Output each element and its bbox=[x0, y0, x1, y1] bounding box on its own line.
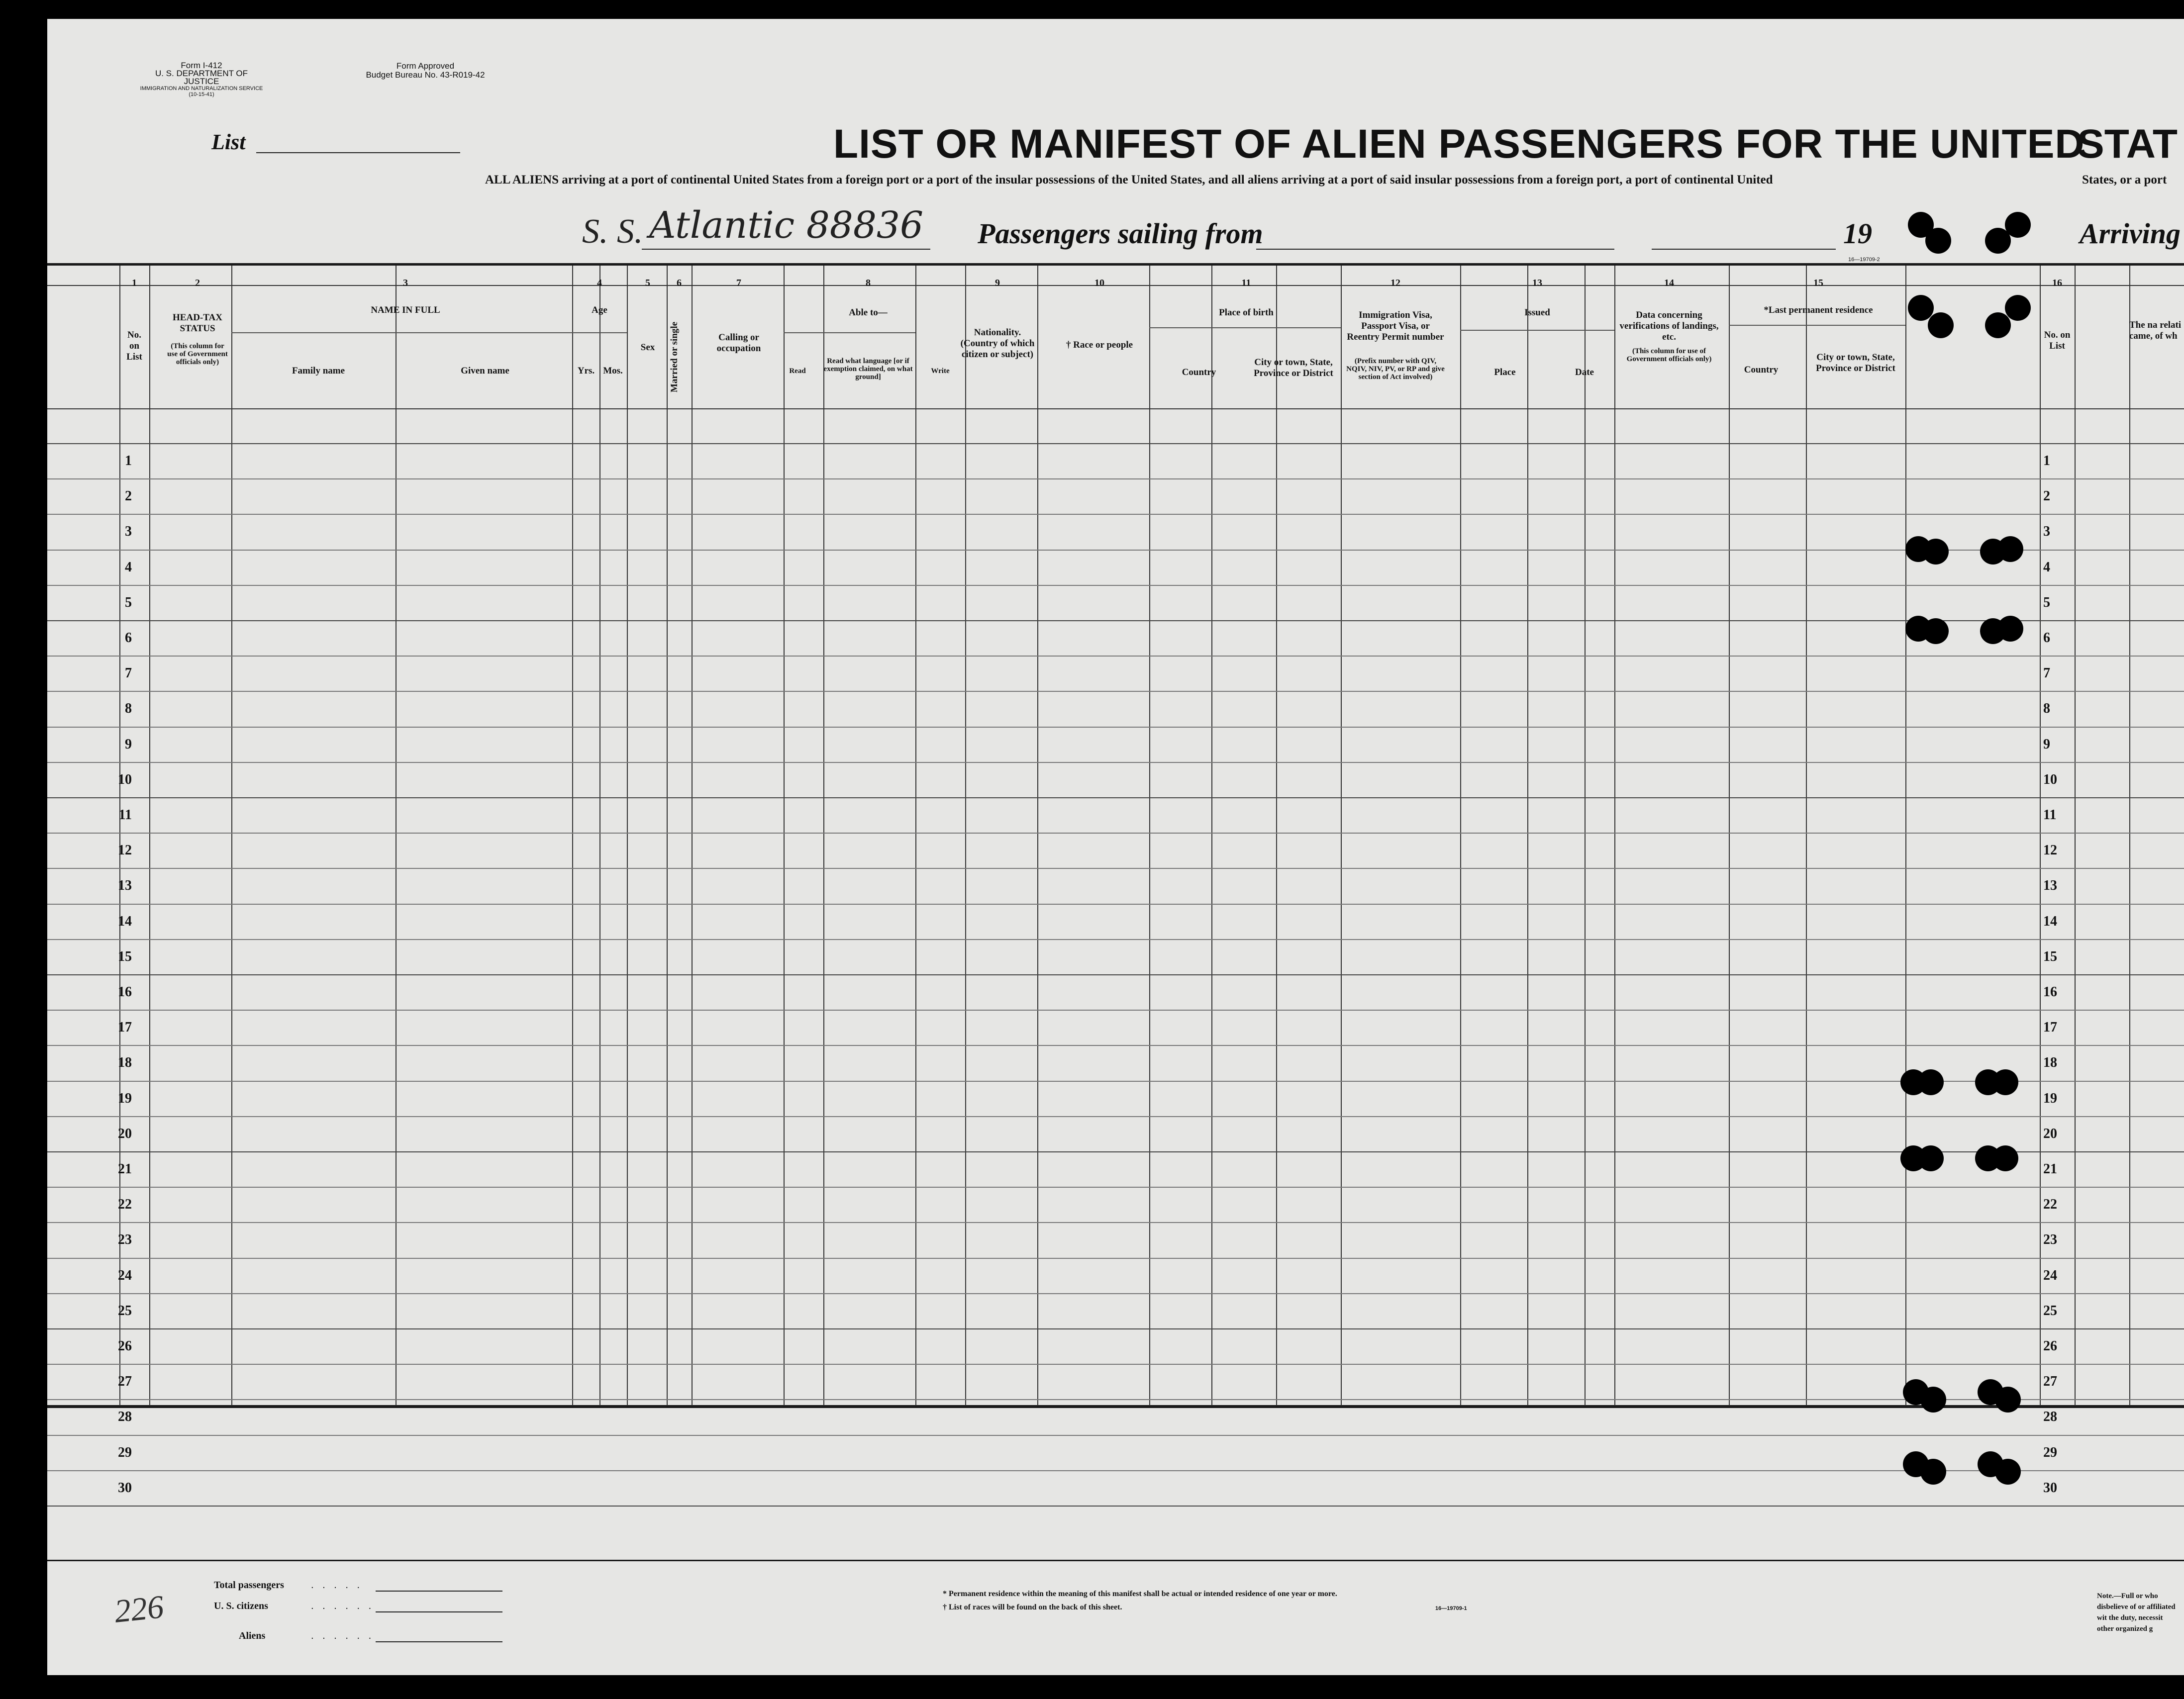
hdr-read-language: Read what language [or if exemption claimed, on what ground] bbox=[823, 357, 913, 381]
grid-vline bbox=[1806, 266, 1807, 1406]
row-rule bbox=[47, 1151, 2184, 1152]
grid-vline bbox=[692, 266, 693, 1406]
hdr-given-name: Given name bbox=[461, 366, 509, 376]
row-number-right: 17 bbox=[2043, 1020, 2057, 1035]
row-rule bbox=[47, 1364, 2184, 1365]
row-rule bbox=[47, 1293, 2184, 1294]
instructions-line-cont: States, or a port bbox=[2082, 173, 2167, 187]
col-number-3: 3 bbox=[403, 278, 408, 288]
table-bottom-border bbox=[47, 1405, 2184, 1408]
punch-hole bbox=[1923, 618, 1949, 644]
col-number-16: 16 bbox=[2052, 278, 2062, 288]
row-rule bbox=[47, 1470, 2184, 1471]
col-number-12: 12 bbox=[1390, 278, 1400, 288]
header-subdivider bbox=[1149, 327, 1341, 328]
hdr-city-town2: City or town, State, Province or District bbox=[1816, 352, 1895, 374]
row-number: 24 bbox=[118, 1268, 132, 1283]
list-underline bbox=[256, 152, 460, 153]
punch-hole bbox=[1995, 1459, 2021, 1485]
note-residence: * Permanent residence within the meaning of this manifest shall be actual or intended residence of one year or more. bbox=[943, 1590, 1337, 1598]
row-rule bbox=[47, 443, 2184, 444]
row-number: 5 bbox=[125, 595, 132, 610]
punch-hole bbox=[2005, 295, 2031, 321]
grid-vline bbox=[572, 266, 573, 1406]
row-rule bbox=[47, 833, 2184, 834]
grid-vline bbox=[1211, 266, 1212, 1406]
row-number: 11 bbox=[118, 807, 132, 823]
hdr-col16-partial: The na relati came, of wh bbox=[2129, 320, 2182, 341]
row-rule bbox=[47, 1222, 2184, 1223]
hdr-read: Read bbox=[789, 367, 806, 375]
row-rule bbox=[47, 478, 2184, 479]
row-number-right: 26 bbox=[2043, 1338, 2057, 1354]
col-number-6: 6 bbox=[677, 278, 682, 288]
row-number: 13 bbox=[118, 878, 132, 893]
grid-vline bbox=[1276, 266, 1277, 1406]
hdr-sex: Sex bbox=[640, 342, 655, 353]
row-rule bbox=[47, 620, 2184, 621]
grid-vline bbox=[1905, 266, 1906, 1406]
row-number-right: 19 bbox=[2043, 1091, 2057, 1106]
row-number-right: 13 bbox=[2043, 878, 2057, 893]
row-number: 25 bbox=[118, 1303, 132, 1319]
header-rule bbox=[47, 408, 2184, 409]
row-number-right: 10 bbox=[2043, 772, 2057, 787]
row-rule bbox=[47, 797, 2184, 798]
punch-hole bbox=[1992, 1145, 2018, 1171]
grid-vline bbox=[2040, 266, 2041, 1406]
row-number-right: 27 bbox=[2043, 1374, 2057, 1389]
row-rule bbox=[47, 1187, 2184, 1188]
page-title: LIST OR MANIFEST OF ALIEN PASSENGERS FOR THE UNITED bbox=[833, 121, 2085, 167]
header-subdivider bbox=[572, 332, 627, 333]
punch-hole bbox=[1908, 295, 1934, 321]
row-number-right: 21 bbox=[2043, 1161, 2057, 1177]
row-number: 30 bbox=[118, 1480, 132, 1496]
row-rule bbox=[47, 939, 2184, 940]
punch-hole bbox=[1923, 539, 1949, 565]
punch-hole bbox=[1918, 1069, 1944, 1095]
row-number: 27 bbox=[118, 1374, 132, 1389]
hdr-no-on-list2: No. on List bbox=[2044, 330, 2071, 351]
approval-block bbox=[351, 62, 500, 80]
total-passengers-line bbox=[376, 1591, 502, 1592]
hdr-able-to: Able to— bbox=[849, 307, 888, 318]
budget-bureau: Budget Bureau No. 43-R019-42 bbox=[366, 70, 485, 80]
col-number-7: 7 bbox=[736, 278, 741, 288]
row-number: 18 bbox=[118, 1055, 132, 1070]
col-number-8: 8 bbox=[866, 278, 871, 288]
row-number-right: 3 bbox=[2043, 524, 2050, 539]
punch-hole bbox=[2005, 212, 2031, 238]
hdr-issued: Issued bbox=[1524, 307, 1550, 318]
punch-hole bbox=[1997, 536, 2023, 562]
col-number-9: 9 bbox=[995, 278, 1000, 288]
row-number: 7 bbox=[125, 665, 132, 681]
row-number: 15 bbox=[118, 949, 132, 964]
grid-vline bbox=[2075, 266, 2076, 1406]
hdr-landings-note: (This column for use of Government officials only) bbox=[1626, 347, 1712, 363]
grid-vline bbox=[1149, 266, 1150, 1406]
row-number-right: 2 bbox=[2043, 488, 2050, 504]
row-number: 2 bbox=[125, 488, 132, 504]
hdr-head-tax-note: (This column for use of Government officials only) bbox=[167, 342, 228, 366]
punch-hole bbox=[1995, 1387, 2021, 1413]
row-number-right: 12 bbox=[2043, 843, 2057, 858]
row-number-right: 28 bbox=[2043, 1409, 2057, 1424]
row-number-right: 7 bbox=[2043, 665, 2050, 681]
hdr-landings: Data concerning verifications of landings, etc. bbox=[1619, 310, 1719, 342]
grid-vline bbox=[1037, 266, 1038, 1406]
hdr-country2: Country bbox=[1744, 365, 1779, 375]
hdr-date: Date bbox=[1575, 367, 1594, 378]
row-number: 20 bbox=[118, 1126, 132, 1141]
row-number-right: 16 bbox=[2043, 984, 2057, 1000]
row-number: 19 bbox=[118, 1091, 132, 1106]
row-number: 3 bbox=[125, 524, 132, 539]
hdr-married: Married or single bbox=[669, 321, 680, 393]
header-rule bbox=[47, 285, 2184, 286]
us-citizens-line bbox=[376, 1611, 502, 1612]
row-rule bbox=[47, 691, 2184, 692]
punch-hole bbox=[1925, 228, 1951, 254]
hdr-no-on-list: No. on List bbox=[126, 330, 142, 362]
row-rule bbox=[47, 1258, 2184, 1259]
footer-print-code: 16—19709-1 bbox=[1435, 1605, 1467, 1611]
row-rule bbox=[47, 1081, 2184, 1082]
hdr-family-name: Family name bbox=[292, 366, 345, 376]
row-number-right: 22 bbox=[2043, 1197, 2057, 1212]
row-number-right: 11 bbox=[2043, 807, 2057, 823]
row-rule bbox=[47, 656, 2184, 657]
grid-vline bbox=[784, 266, 785, 1406]
row-rule bbox=[47, 727, 2184, 728]
total-passengers-label: Total passengers bbox=[214, 1580, 284, 1591]
row-number-right: 30 bbox=[2043, 1480, 2057, 1496]
grid-vline bbox=[667, 266, 668, 1406]
row-number-right: 14 bbox=[2043, 914, 2057, 929]
grid-vline bbox=[1527, 266, 1528, 1406]
header-subdivider bbox=[784, 332, 915, 333]
ship-underline bbox=[642, 249, 930, 250]
hdr-nationality: Nationality. (Country of which citizen or subject) bbox=[960, 327, 1035, 360]
row-rule bbox=[47, 762, 2184, 763]
row-rule bbox=[47, 904, 2184, 905]
footer-bottom-border bbox=[47, 1560, 2184, 1561]
year-prefix: 19 bbox=[1843, 217, 1872, 250]
grid-vline bbox=[599, 266, 600, 1406]
aliens-label: Aliens bbox=[239, 1630, 266, 1641]
grid-vline bbox=[965, 266, 966, 1406]
row-rule bbox=[47, 1399, 2184, 1400]
row-number: 4 bbox=[125, 560, 132, 575]
date-underline bbox=[1652, 249, 1836, 250]
row-number: 17 bbox=[118, 1020, 132, 1035]
row-number: 28 bbox=[118, 1409, 132, 1424]
row-number: 14 bbox=[118, 914, 132, 929]
col-number-2: 2 bbox=[195, 278, 200, 288]
col-number-14: 14 bbox=[1664, 278, 1674, 288]
us-citizens-label: U. S. citizens bbox=[214, 1601, 268, 1611]
punch-hole bbox=[1920, 1387, 1946, 1413]
hdr-race: † Race or people bbox=[1066, 340, 1133, 350]
grid-vline bbox=[915, 266, 916, 1406]
form-id: Form I-412 bbox=[181, 61, 222, 70]
row-rule bbox=[47, 868, 2184, 869]
row-number-right: 29 bbox=[2043, 1445, 2057, 1460]
row-number: 12 bbox=[118, 843, 132, 858]
grid-vline bbox=[1729, 266, 1730, 1406]
row-number-right: 24 bbox=[2043, 1268, 2057, 1283]
row-number: 21 bbox=[118, 1161, 132, 1177]
hdr-name-in-full: NAME IN FULL bbox=[371, 305, 440, 315]
row-rule bbox=[47, 1045, 2184, 1046]
hdr-yrs: Yrs. bbox=[577, 366, 595, 376]
service: IMMIGRATION AND NATURALIZATION SERVICE bbox=[140, 86, 263, 92]
row-number-right: 9 bbox=[2043, 737, 2050, 752]
note-races: † List of races will be found on the back of this sheet. bbox=[943, 1603, 1122, 1611]
row-rule bbox=[47, 1116, 2184, 1117]
punch-hole bbox=[1928, 312, 1954, 338]
ss-label: S. S. bbox=[582, 212, 643, 251]
row-number-right: 25 bbox=[2043, 1303, 2057, 1319]
port-underline bbox=[1256, 249, 1614, 250]
row-rule bbox=[47, 1506, 2184, 1507]
hdr-last-residence: *Last permanent residence bbox=[1764, 305, 1873, 315]
row-number-right: 23 bbox=[2043, 1232, 2057, 1247]
row-rule bbox=[47, 1010, 2184, 1011]
col-number-11: 11 bbox=[1241, 278, 1251, 288]
row-rule bbox=[47, 585, 2184, 586]
sailing-from-label: Passengers sailing from bbox=[978, 217, 1263, 250]
grid-vline bbox=[1585, 266, 1586, 1406]
row-number: 22 bbox=[118, 1197, 132, 1212]
row-number-right: 5 bbox=[2043, 595, 2050, 610]
col-number-10: 10 bbox=[1094, 278, 1104, 288]
row-number: 10 bbox=[118, 772, 132, 787]
punch-hole bbox=[1997, 616, 2023, 642]
ship-name-handwritten: Atlantic 88836 bbox=[649, 204, 924, 247]
col-number-1: 1 bbox=[132, 278, 137, 288]
row-number-right: 20 bbox=[2043, 1126, 2057, 1141]
row-number: 8 bbox=[125, 701, 132, 716]
hdr-head-tax: HEAD-TAX STATUS bbox=[173, 312, 222, 334]
manifest-sheet: Form I-412 U. S. DEPARTMENT OF JUSTICE IMMIGRATION AND NATURALIZATION SERVICE (10-15-41) Form Approved Budget Bureau No. 43-R019-42 List LIST OR MANIFEST OF ALIEN PASSENGERS FOR THE UNITED STAT ALL ALIENS arriving at a port of continental United States from a foreign port or a port of the insular possessions of the United States, and all aliens arriving at a port of said insular possessions from a foreign port, a port of continental United States, or a port S. S. Atlantic 88836 Passengers sailing from 19 Arriving 16—19709-2 1 2 3 4 5 6 7 8 9 10 11 12 13 14 15 16 No. on List HEAD-TAX STATUS (This column for use of Government officials only) NAME IN FULL Family name Given name Age Yrs. Mos. Sex Married or single Calling or occupation Able to— Read Read what language [or if exemption claimed, on what ground] Write Nationality. (Country of which citizen or subject) † Race or people Place of birth Country City or town, State, Province or District Immigration Visa, Passport Visa, or Reentry Permit number (Prefix number with QIV, NQIV, NIV, PV, or RP and give section of Act involved) Issued Place Date Data concerning verifications of landings, etc. (This column for use of Government officials only) *Last permanent residence Country City or town, State, Province or District No. on List The na relati came, of wh 1 2 3 4 5 6 7 8 9 10 11 12 13 14 15 16 17 18 19 20 21 22 23 24 25 26 27 28 29 30 1 2 3 4 5 6 7 8 9 10 11 12 13 14 15 16 17 18 19 20 21 22 23 24 25 26 27 28 29 30 Total passengers U. S. citizens Aliens . . . . . . . . . . . . . . . . . * Permanent residence within the meaning of this manifest shall be actual or intended residence of one year or more. † List of races will be found on the back of this sheet. 16—19709-1 Note.—Full or who disbelieve of or affiliated wit the duty, necessit other organized g 226 bbox=[47, 19, 2184, 1675]
col-number-5: 5 bbox=[645, 278, 650, 288]
header-subdivider bbox=[231, 332, 572, 333]
header-subdivider bbox=[1460, 330, 1614, 331]
grid-vline bbox=[1341, 266, 1342, 1406]
col-number-15: 15 bbox=[1813, 278, 1823, 288]
hdr-age: Age bbox=[592, 305, 607, 315]
footer-right-note: Note.—Full or who disbelieve of or affiliated wit the duty, necessit other organized g bbox=[2097, 1592, 2176, 1633]
punch-hole bbox=[1985, 312, 2011, 338]
hdr-city-town: City or town, State, Province or District bbox=[1254, 357, 1333, 378]
aliens-line bbox=[376, 1641, 502, 1642]
hdr-visa-note: (Prefix number with QIV, NQIV, NIV, PV, or RP and give section of Act involved) bbox=[1346, 357, 1445, 381]
punch-hole bbox=[1918, 1145, 1944, 1171]
punch-hole bbox=[1992, 1069, 2018, 1095]
row-number: 16 bbox=[118, 984, 132, 1000]
grid-vline bbox=[2129, 266, 2130, 1406]
row-number-right: 4 bbox=[2043, 560, 2050, 575]
col-number-4: 4 bbox=[597, 278, 602, 288]
handwritten-number: 226 bbox=[112, 1589, 166, 1630]
hdr-write: Write bbox=[931, 367, 950, 375]
hdr-place: Place bbox=[1494, 367, 1516, 378]
row-number: 9 bbox=[125, 737, 132, 752]
row-number: 29 bbox=[118, 1445, 132, 1460]
row-number-right: 1 bbox=[2043, 453, 2050, 469]
grid-vline bbox=[1614, 266, 1615, 1406]
row-rule bbox=[47, 1435, 2184, 1436]
hdr-mos: Mos. bbox=[603, 366, 623, 376]
row-number: 6 bbox=[125, 630, 132, 646]
row-number-right: 6 bbox=[2043, 630, 2050, 646]
row-number-right: 8 bbox=[2043, 701, 2050, 716]
grid-vline bbox=[149, 266, 150, 1406]
row-rule bbox=[47, 974, 2184, 975]
grid-vline bbox=[1460, 266, 1461, 1406]
page-title-cont: STAT bbox=[2077, 121, 2178, 167]
row-rule bbox=[47, 1328, 2184, 1329]
row-number-right: 15 bbox=[2043, 949, 2057, 964]
row-number: 26 bbox=[118, 1338, 132, 1354]
print-code-top: 16—19709-2 bbox=[1848, 257, 1880, 263]
arriving-label: Arriving bbox=[2080, 217, 2181, 250]
row-number: 1 bbox=[125, 453, 132, 469]
table-top-border bbox=[47, 263, 2184, 266]
grid-vline bbox=[823, 266, 824, 1406]
header-subdivider bbox=[1729, 325, 1905, 326]
list-label: List bbox=[211, 130, 246, 154]
hdr-visa: Immigration Visa, Passport Visa, or Reentry Permit number bbox=[1347, 310, 1444, 342]
form-id-block bbox=[137, 62, 266, 97]
form-approved: Form Approved bbox=[396, 61, 455, 71]
grid-vline bbox=[627, 266, 628, 1406]
grid-vline bbox=[396, 266, 397, 1406]
grid-vline bbox=[231, 266, 232, 1406]
col-number-13: 13 bbox=[1532, 278, 1542, 288]
instructions-line: ALL ALIENS arriving at a port of continental United States from a foreign port or a port of the insular possessions of the United States, and all aliens arriving at a port of said insular possessions from a foreign port, a port of continental United bbox=[485, 173, 1773, 187]
hdr-place-of-birth: Place of birth bbox=[1219, 307, 1274, 318]
form-date: (10-15-41) bbox=[189, 92, 214, 97]
hdr-calling: Calling or occupation bbox=[716, 332, 761, 354]
row-rule bbox=[47, 550, 2184, 551]
punch-hole bbox=[1920, 1459, 1946, 1485]
row-number-right: 18 bbox=[2043, 1055, 2057, 1070]
hdr-country: Country bbox=[1182, 367, 1216, 378]
row-rule bbox=[47, 514, 2184, 515]
department: U. S. DEPARTMENT OF JUSTICE bbox=[155, 69, 248, 86]
row-number: 23 bbox=[118, 1232, 132, 1247]
